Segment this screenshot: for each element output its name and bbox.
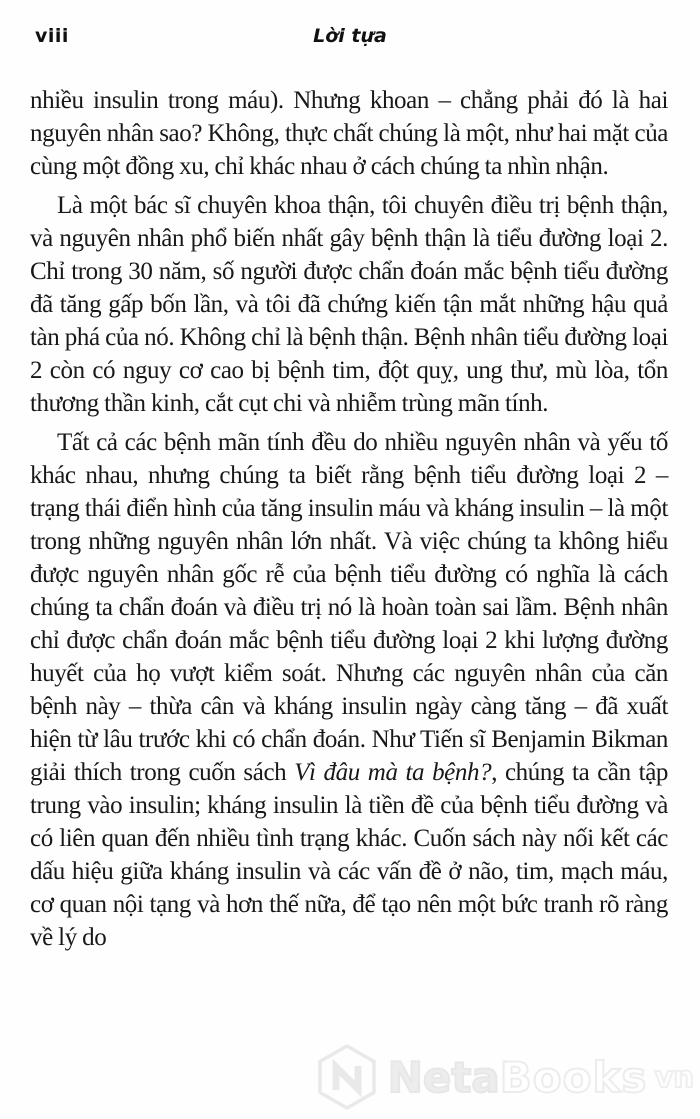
paragraph [30,189,668,420]
running-title: Lời tựa [313,25,387,47]
watermark-brand-secondary: Books [499,1052,648,1102]
text-run: , chúng ta cần tập trung vào insulin; kháng insulin là tiền đề của bệnh tiểu đường và có liên quan đến nhiều tình trạng khác. Cuốn sách này nối kết các dấu hiệu giữa kháng insulin và các vấn đề ở não, tim, mạch máu, cơ quan nội tạng và hơn thế nữa, để tạo nên một bức tranh rõ ràng về lý do [30,759,668,951]
watermark-brand-primary: Neta [387,1052,500,1102]
body-text [30,84,668,960]
text-run: nhiều insulin trong máu). Nhưng khoan – chẳng phải đó là hai nguyên nhân sao? Không, thực chất chúng là một, như hai mặt của cùng một đồng xu, chỉ khác nhau ở cách chúng ta nhìn nhận. [30,87,668,180]
page-number: viii [35,25,69,47]
text-run: Tất cả các bệnh mãn tính đều do nhiều nguyên nhân và yếu tố khác nhau, nhưng chúng ta biết rằng bệnh tiểu đường loại 2 – trạng thái điển hình của tăng insulin máu và kháng insulin – là một trong những nguyên nhân lớn nhất. Và việc chúng ta không hiểu được nguyên nhân gốc rễ của bệnh tiểu đường có nghĩa là cách chúng ta chẩn đoán và điều trị nó là hoàn toàn sai lầm. Bệnh nhân chỉ được chẩn đoán mắc bệnh tiểu đường loại 2 khi lượng đường huyết của họ vượt kiểm soát. Nhưng các nguyên nhân của căn bệnh này – thừa cân và kháng insulin ngày càng tăng – đã xuất hiện từ lâu trước khi có chẩn đoán. Như Tiến sĩ Benjamin Bikman giải thích trong cuốn sách [30,429,668,786]
hexagon-n-icon [316,1043,378,1111]
book-title-italic: Vì đâu mà ta bệnh? [294,759,492,786]
running-header [35,25,665,49]
netabooks-watermark [316,1043,694,1111]
watermark-domain-suffix: vn [654,1060,694,1094]
paragraph [30,84,668,183]
paragraph [30,426,668,954]
text-run: Là một bác sĩ chuyên khoa thận, tôi chuyên điều trị bệnh thận, và nguyên nhân phổ biến nhất gây bệnh thận là tiểu đường loại 2. Chỉ trong 30 năm, số người được chẩn đoán mắc bệnh tiểu đường đã tăng gấp bốn lần, và tôi đã chứng kiến tận mắt những hậu quả tàn phá của nó. Không chỉ là bệnh thận. Bệnh nhân tiểu đường loại 2 còn có nguy cơ cao bị bệnh tim, đột quỵ, ung thư, mù lòa, tổn thương thần kinh, cắt cụt chi và nhiễm trùng mãn tính. [30,192,668,417]
